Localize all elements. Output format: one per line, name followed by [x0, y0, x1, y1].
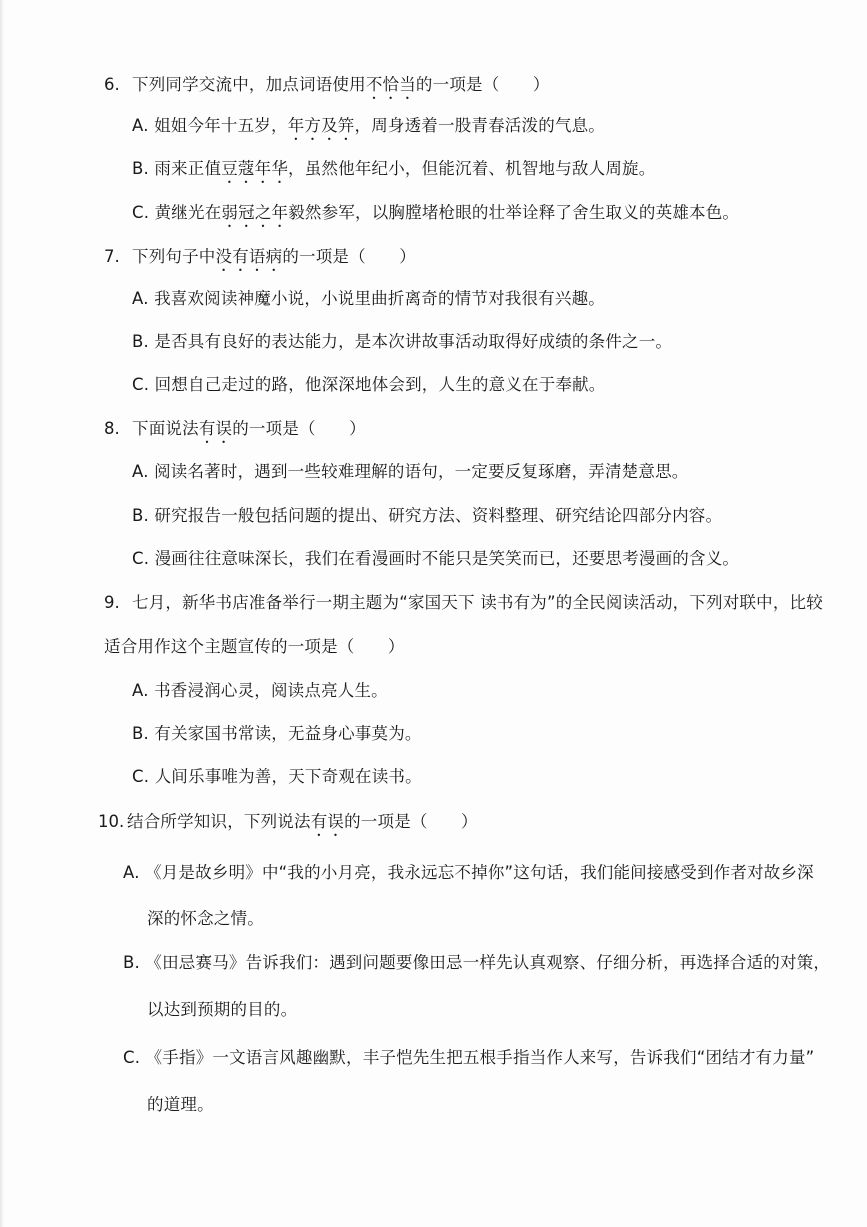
question-7-option-c: C. 回想自己走过的路，他深深地体会到，人生的意义在于奉献。: [132, 375, 606, 394]
question-8-option-c: C. 漫画往往意味深长，我们在看漫画时不能只是笑笑而已，还要思考漫画的含义。: [132, 549, 740, 568]
option-text: A. 姐姐今年十五岁，: [132, 116, 288, 135]
question-9-stem-line1: 七月，新华书店准备举行一期主题为“家国天下 读书有为”的全民阅读活动，下列对联中，比较: [132, 593, 823, 612]
question-6-option-a: [132, 115, 605, 144]
question-7-stem: [132, 246, 416, 275]
emphasized-words: 不恰当: [365, 75, 416, 94]
question-6-option-b: [132, 158, 655, 187]
question-10-option-a-line2: 深的怀念之情。: [147, 909, 264, 928]
question-10-option-b-line1: B. 《田忌赛马》告诉我们：遇到问题要像田忌一样先认真观察、仔细分析，再选择合适的对策，: [123, 953, 831, 972]
emphasized-words: 豆蔻年华: [221, 159, 289, 178]
emphasized-words: 弱冠之年: [221, 203, 289, 222]
question-9-number: 9.: [104, 593, 120, 612]
question-10-option-a-line1: A. 《月是故乡明》中“我的小月亮，我永远忘不掉你”这句话，我们能间接感受到作者对故乡深: [123, 863, 814, 882]
emphasized-words: 没有语病: [215, 247, 283, 266]
question-6-option-c: [132, 202, 739, 231]
stem-text: 的一项是（ ）: [232, 419, 366, 438]
question-9-option-b: B. 有关家国书常读，无益身心事莫为。: [132, 724, 422, 743]
question-8-stem: [132, 418, 366, 447]
emphasized-words: 有误: [198, 419, 233, 438]
emphasized-words: 年方及笄: [287, 116, 355, 135]
stem-text: 的一项是（ ）: [415, 75, 550, 94]
question-9-option-c: C. 人间乐事唯为善，天下奇观在读书。: [132, 767, 422, 786]
scan-edge-shadow: [0, 0, 4, 1227]
question-10-option-b-line2: 以达到预期的目的。: [147, 1000, 298, 1019]
question-8-option-b: B. 研究报告一般包括问题的提出、研究方法、资料整理、研究结论四部分内容。: [132, 506, 723, 525]
option-text: C. 黄继光在: [132, 203, 222, 222]
question-7-option-b: B. 是否具有良好的表达能力，是本次讲故事活动取得好成绩的条件之一。: [132, 332, 673, 351]
option-text: B. 雨来正值: [132, 159, 222, 178]
question-8-option-a: A. 阅读名著时，遇到一些较难理解的语句，一定要反复琢磨，弄清楚意思。: [132, 462, 689, 481]
question-6-stem: [132, 74, 550, 103]
question-10-stem: [127, 811, 478, 840]
question-7-number: 7.: [104, 247, 120, 266]
stem-text: 下面说法: [132, 419, 199, 438]
question-8-number: 8.: [104, 419, 120, 438]
option-text: ，周身透着一股青春活泼的气息。: [354, 116, 605, 135]
option-text: 毅然参军，以胸膛堵枪眼的壮举诠释了舍生取义的英雄本色。: [288, 203, 740, 222]
question-9-option-a: A. 书香浸润心灵，阅读点亮人生。: [132, 681, 388, 700]
question-9-stem-line2: 适合用作这个主题宣传的一项是（ ）: [104, 637, 405, 656]
question-10-option-c-line1: C. 《手指》一文语言风趣幽默，丰子恺先生把五根手指当作人来写，告诉我们“团结才有力量”: [123, 1048, 815, 1067]
option-text: ，虽然他年纪小，但能沉着、机智地与敌人周旋。: [288, 159, 656, 178]
emphasized-words: 有误: [310, 812, 345, 831]
question-6-number: 6.: [104, 75, 120, 94]
stem-text: 下列同学交流中，加点词语使用: [132, 75, 366, 94]
question-7-option-a: A. 我喜欢阅读神魔小说，小说里曲折离奇的情节对我很有兴趣。: [132, 289, 605, 308]
stem-text: 下列句子中: [132, 247, 216, 266]
stem-text: 的一项是（ ）: [344, 812, 478, 831]
stem-text: 的一项是（ ）: [282, 247, 416, 266]
question-10-number: 10.: [98, 812, 125, 831]
question-10-option-c-line2: 的道理。: [147, 1095, 214, 1114]
stem-text: 结合所学知识，下列说法: [127, 812, 311, 831]
